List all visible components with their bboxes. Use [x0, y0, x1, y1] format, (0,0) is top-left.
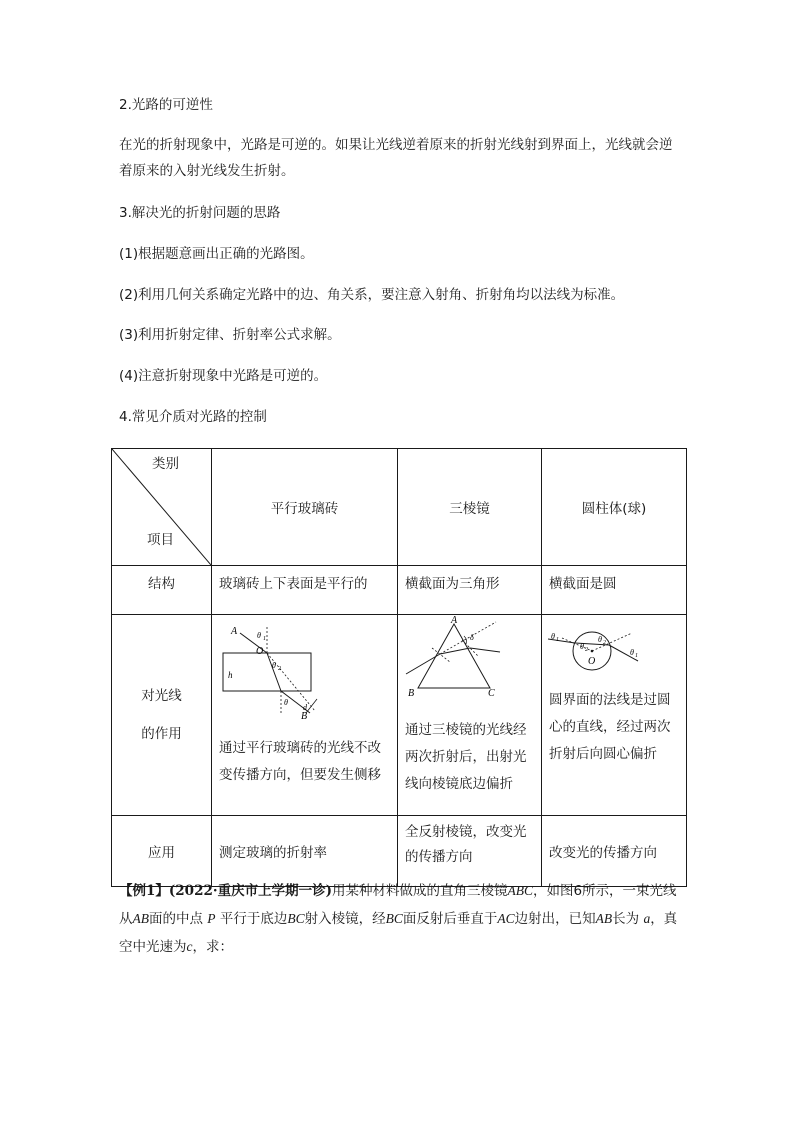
media-table: [111, 448, 687, 887]
structure-prism: 横截面为三角形: [398, 566, 542, 615]
row-label-effect-line2: 的作用: [141, 726, 182, 742]
heading-approach: 3.解决光的折射问题的思路: [119, 205, 281, 221]
example-var-abc: ABC: [507, 883, 533, 898]
application-prism-line1: 全反射棱镜，改变光: [405, 824, 527, 840]
circle-label-theta1-out: θ: [630, 648, 634, 657]
prism-refraction-figure: [404, 616, 504, 696]
effect-cylinder-line1: 圆界面的法线是过圆: [549, 692, 671, 708]
example-text-6: 面反射后垂直于: [402, 911, 498, 927]
paragraph-reversibility: 在光的折射现象中，光路是可逆的。如果让光线逆着原来的折射光线射到界面上，光线就会逆着原来的入射光线发生折射。: [119, 137, 673, 179]
example-var-ab-2: AB: [595, 911, 613, 926]
effect-prism-line3: 线向棱镜底边偏折: [405, 776, 513, 792]
example-text-10: ，求：: [192, 939, 233, 955]
header-slab: 平行玻璃砖: [212, 449, 398, 566]
application-slab: 测定玻璃的折射率: [212, 816, 398, 887]
effect-prism-cell: [398, 615, 542, 816]
slab-label-theta1-sub: 1: [263, 636, 266, 642]
example-text-3: 面的中点: [149, 911, 203, 927]
row-label-application: 应用: [112, 816, 212, 887]
prism-label-a: A: [451, 616, 458, 626]
example-text-4: 平行于底边: [219, 911, 288, 927]
example-var-a: a: [643, 911, 651, 926]
step-3: (3)利用折射定律、折射率公式求解。: [119, 327, 341, 343]
slab-label-theta2: θ: [272, 661, 276, 670]
heading-reversibility: 2.光路的可逆性: [119, 97, 213, 113]
slab-label-a: A: [231, 626, 238, 637]
effect-slab-line2: 变传播方向，但要发生侧移: [219, 767, 381, 783]
header-prism: 三棱镜: [398, 449, 542, 566]
row-label-effect: [112, 615, 212, 816]
slab-label-o: O: [256, 646, 264, 657]
circle-refraction-figure: [548, 631, 648, 681]
example-var-c: c: [186, 939, 193, 954]
step-4: (4)注意折射现象中光路是可逆的。: [119, 368, 328, 384]
circle-label-theta2a: θ: [580, 642, 584, 651]
example-source: (2022·重庆市上学期一诊): [168, 883, 332, 899]
example-tag: 【例1】: [119, 883, 169, 899]
example-text-2: ，如图6所示，一束光线从: [119, 883, 677, 927]
corner-category-label: 类别: [152, 456, 179, 472]
application-prism: [398, 816, 542, 887]
circle-label-theta1-sub: 1: [556, 637, 559, 643]
step-2: (2)利用几何关系确定光路中的边、角关系，要注意入射角、折射角均以法线为标准。: [119, 287, 625, 303]
corner-cell: [112, 449, 212, 566]
slab-refraction-figure: [220, 619, 330, 719]
circle-label-theta2a-sub: 2: [585, 647, 588, 653]
example-var-ac: AC: [497, 911, 515, 926]
row-label-effect-line1: 对光线: [141, 688, 182, 704]
effect-prism-line2: 两次折射后，出射光: [405, 749, 527, 765]
example-var-bc-2: BC: [385, 911, 403, 926]
example-text-8: 长为: [612, 911, 640, 927]
slab-label-theta: θ: [284, 698, 288, 707]
step-1: (1)根据题意画出正确的光路图。: [119, 246, 314, 262]
example-var-ab: AB: [132, 911, 149, 926]
prism-label-delta: δ: [470, 633, 474, 642]
prism-label-c: C: [488, 688, 495, 696]
application-prism-line2: 的传播方向: [405, 849, 473, 865]
example-text-1: 用某种材料做成的直角三棱镜: [331, 883, 508, 899]
structure-slab: 玻璃砖上下表面是平行的: [212, 566, 398, 615]
example-1: [119, 877, 679, 961]
circle-label-theta2b-sub: 2: [603, 640, 606, 646]
effect-cylinder-cell: [542, 615, 687, 816]
header-cylinder: 圆柱体(球): [542, 449, 687, 566]
prism-label-b: B: [408, 688, 415, 696]
example-text-5: 射入棱镜，经: [304, 911, 386, 927]
circle-label-theta1: θ: [551, 632, 555, 641]
slab-label-theta1: θ: [257, 631, 261, 640]
corner-item-label: 项目: [147, 532, 174, 548]
effect-cylinder-line2: 心的直线，经过两次: [549, 719, 671, 735]
effect-slab-cell: [212, 615, 398, 816]
circle-label-theta2b: θ: [598, 635, 602, 644]
effect-slab-line1: 通过平行玻璃砖的光线不改: [219, 740, 381, 756]
effect-prism-line1: 通过三棱镜的光线经: [405, 722, 527, 738]
example-var-p: P: [207, 911, 216, 926]
effect-cylinder-line3: 折射后向圆心偏折: [549, 746, 657, 762]
example-var-bc: BC: [287, 911, 305, 926]
slab-label-h: h: [228, 670, 233, 680]
slab-label-d: d: [303, 703, 307, 712]
example-text-7: 边射出，已知: [514, 911, 596, 927]
application-cylinder: 改变光的传播方向: [542, 816, 687, 887]
row-label-structure: 结构: [112, 566, 212, 615]
example-text-9: ，真空中光速为: [119, 911, 678, 955]
slab-label-theta2-sub: 2: [278, 666, 281, 672]
circle-label-o: O: [588, 656, 596, 667]
circle-label-theta1-out-sub: 1: [635, 653, 638, 659]
structure-cylinder: 横截面是圆: [542, 566, 687, 615]
heading-media: 4.常见介质对光路的控制: [119, 409, 267, 425]
slab-label-b: B: [301, 711, 308, 719]
